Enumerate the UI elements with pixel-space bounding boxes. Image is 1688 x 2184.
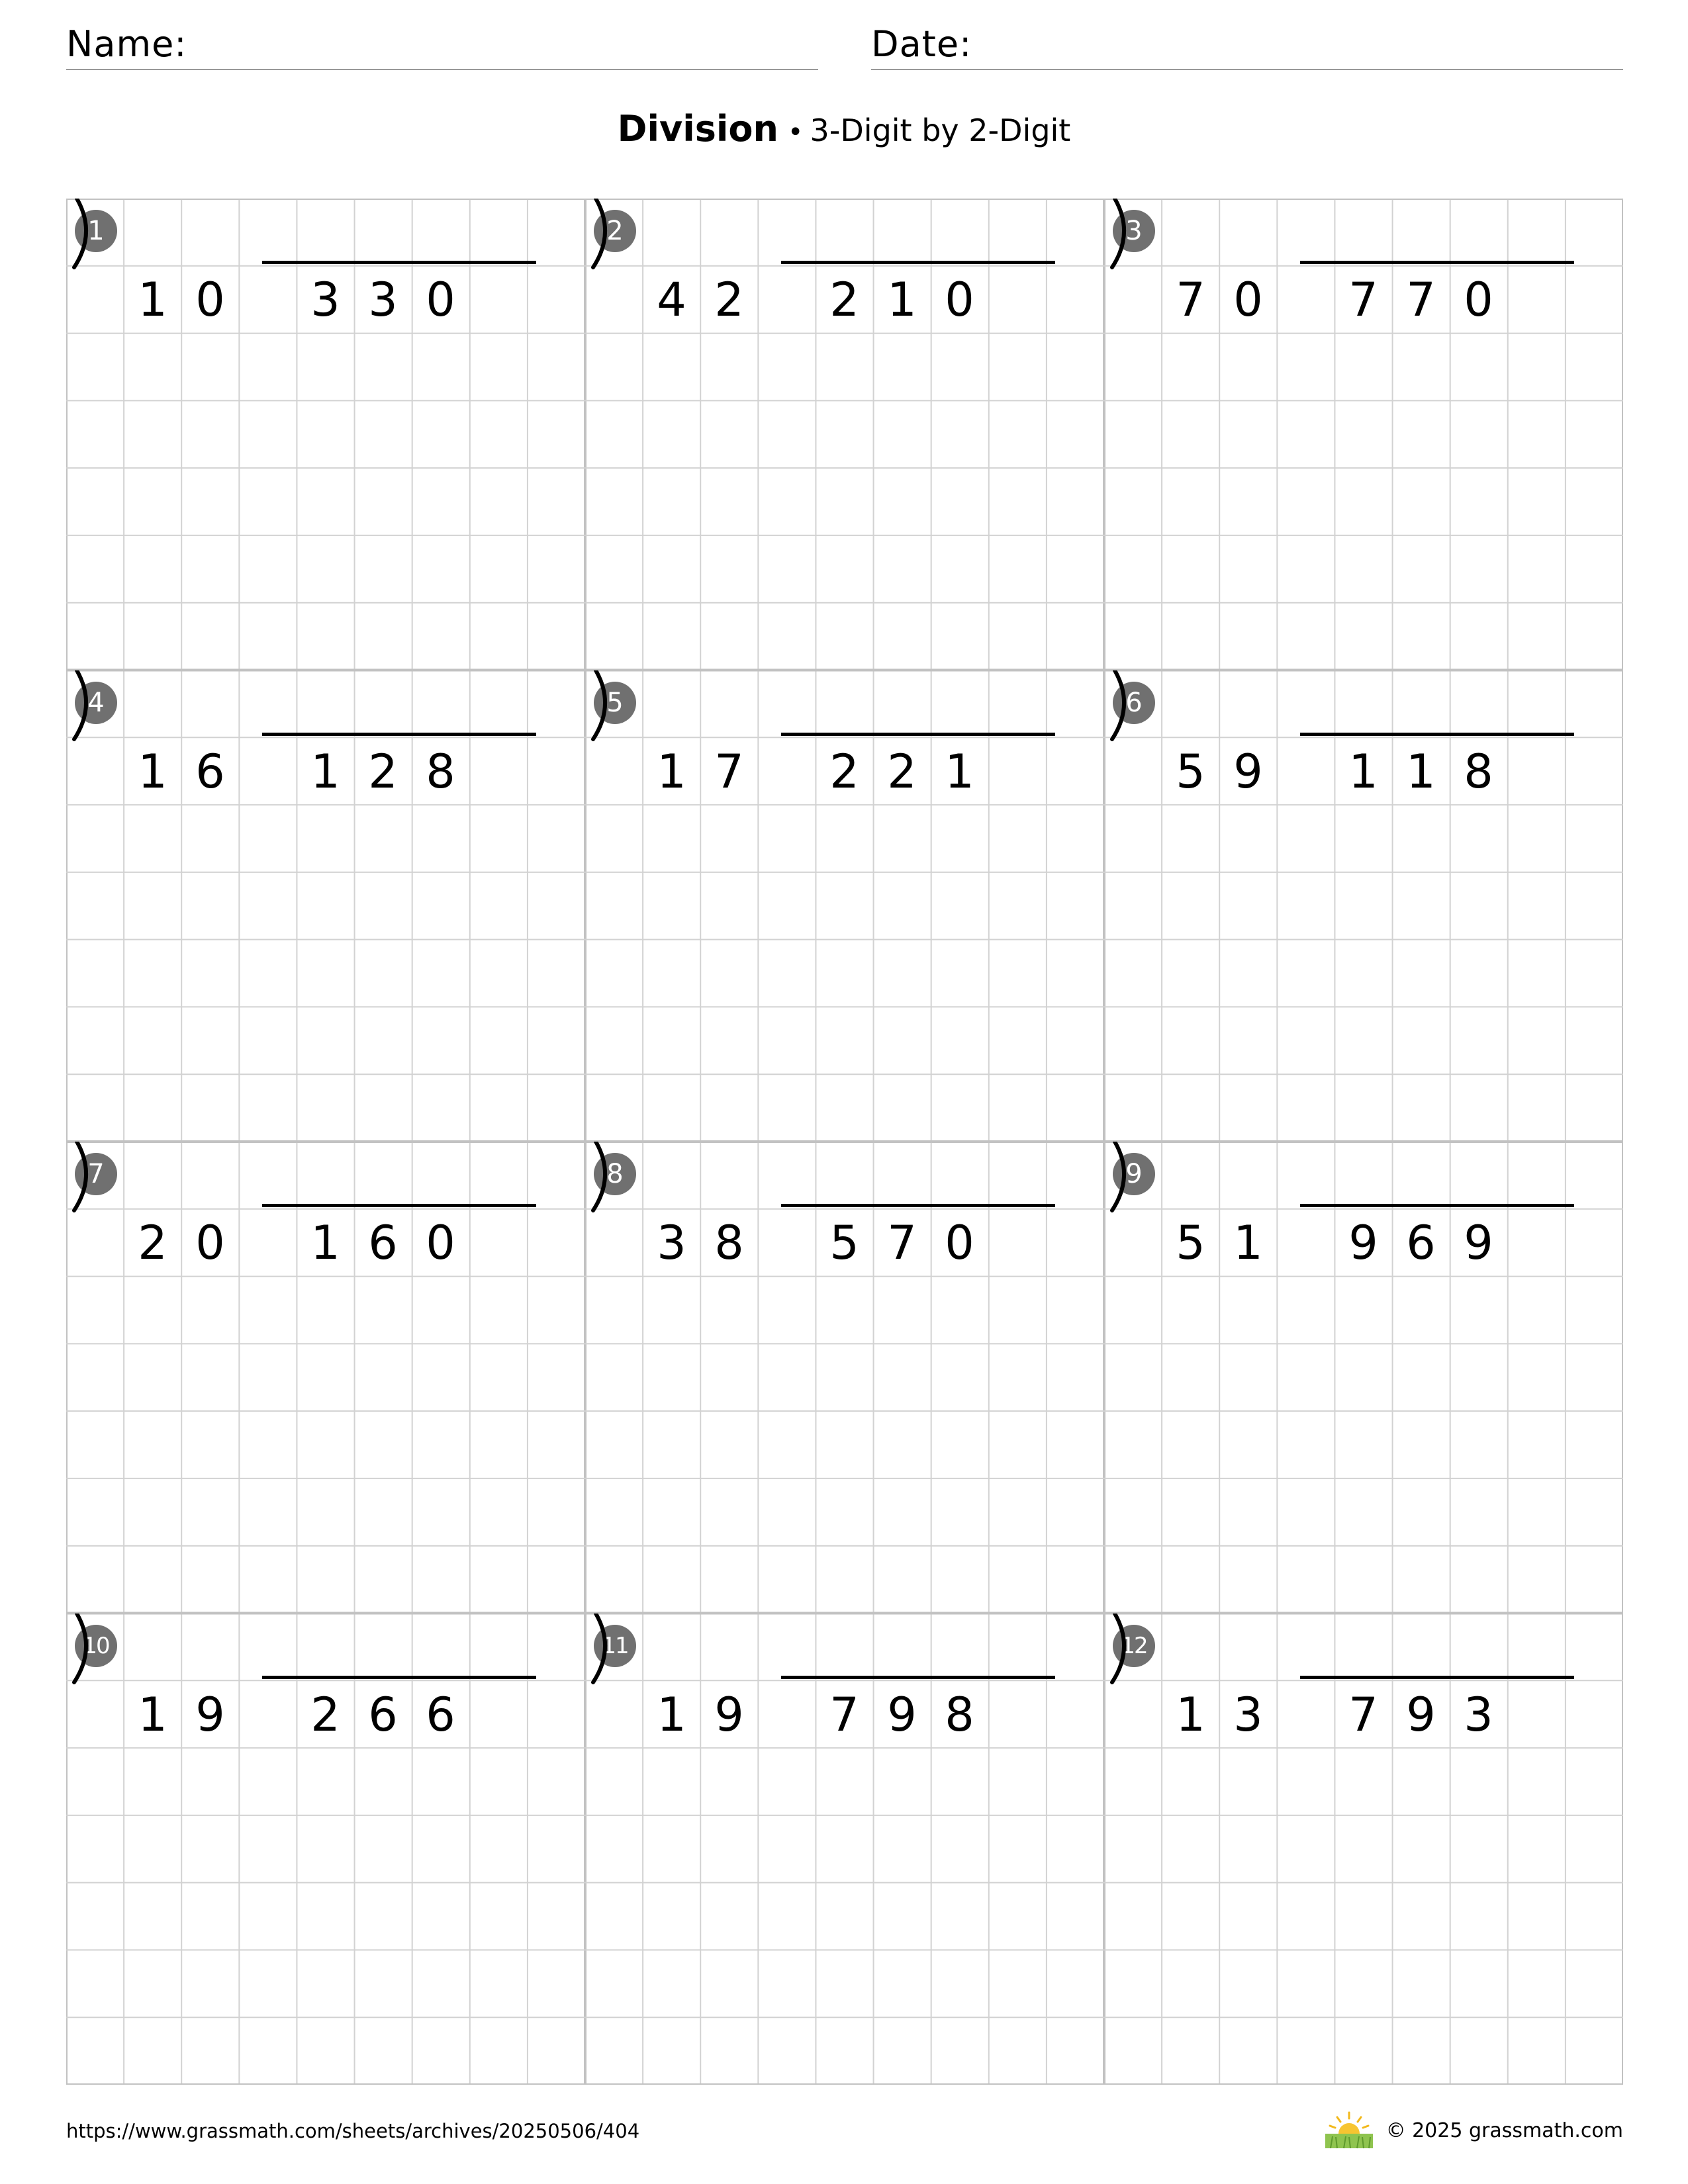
divisor-digit: 9	[714, 1687, 744, 1742]
division-bar	[1300, 1204, 1574, 1207]
division-bracket-icon	[585, 1614, 632, 1685]
dividend-digit: 6	[426, 1687, 455, 1742]
dividend-digit: 6	[368, 1216, 398, 1270]
division-bracket-icon	[1104, 1614, 1150, 1685]
dividend-digit: 3	[368, 273, 398, 327]
divisor-digit: 1	[138, 744, 167, 799]
divisor-digit: 4	[657, 273, 686, 327]
problem-number-badge: 12	[1113, 1625, 1155, 1667]
dividend-digit: 8	[426, 744, 455, 799]
division-problem	[585, 199, 1104, 670]
dividend-digit: 2	[310, 1687, 340, 1742]
divisor-digit: 1	[657, 1687, 686, 1742]
dividend-digit: 9	[1406, 1687, 1436, 1742]
division-bracket-icon	[66, 199, 113, 270]
division-bracket-icon	[66, 1614, 113, 1685]
division-bracket-icon	[66, 670, 113, 742]
problem-number-badge: 6	[1113, 682, 1155, 724]
divisor-digit: 2	[714, 273, 744, 327]
dividend-digit: 8	[1464, 744, 1493, 799]
dividend-digit: 9	[1348, 1216, 1378, 1270]
problem-number-badge: 1	[75, 210, 117, 252]
dividend-digit: 9	[1464, 1216, 1493, 1270]
division-bar	[1300, 1676, 1574, 1679]
division-bar	[262, 261, 536, 264]
problem-number-badge: 10	[75, 1625, 117, 1667]
dividend-digit: 0	[426, 1216, 455, 1270]
division-problem	[66, 1142, 585, 1614]
dividend-digit: 0	[426, 273, 455, 327]
problem-number-badge: 4	[75, 682, 117, 724]
divisor-digit: 5	[1176, 1216, 1205, 1270]
divisor-digit: 7	[714, 744, 744, 799]
problem-number-badge: 11	[594, 1625, 636, 1667]
dividend-digit: 1	[310, 744, 340, 799]
dividend-digit: 2	[368, 744, 398, 799]
division-problem	[66, 1614, 585, 2085]
divisor-digit: 0	[195, 1216, 225, 1270]
division-problem	[1104, 670, 1623, 1142]
problem-number-badge: 8	[594, 1153, 636, 1195]
dividend-digit: 1	[310, 1216, 340, 1270]
divisor-digit: 8	[714, 1216, 744, 1270]
divisor-digit: 3	[1233, 1687, 1263, 1742]
divisor-digit: 5	[1176, 744, 1205, 799]
worksheet-title	[0, 106, 1688, 156]
division-problem	[66, 670, 585, 1142]
division-bracket-icon	[1104, 1142, 1150, 1213]
division-problem	[1104, 199, 1623, 670]
division-problem	[585, 1142, 1104, 1614]
division-bar	[781, 733, 1055, 736]
division-problem	[585, 670, 1104, 1142]
dividend-digit: 3	[310, 273, 340, 327]
division-bar	[781, 1676, 1055, 1679]
dividend-digit: 6	[368, 1687, 398, 1742]
name-field[interactable]	[66, 20, 818, 70]
dividend-digit: 2	[829, 744, 859, 799]
dividend-digit: 0	[945, 273, 974, 327]
division-bar	[781, 261, 1055, 264]
dividend-digit: 8	[945, 1687, 974, 1742]
problem-number-badge: 5	[594, 682, 636, 724]
division-bracket-icon	[1104, 199, 1150, 270]
dividend-digit: 1	[945, 744, 974, 799]
dividend-digit: 1	[887, 273, 917, 327]
dividend-digit: 2	[829, 273, 859, 327]
title-subtitle: 3-Digit by 2-Digit	[810, 113, 1071, 148]
problem-number-badge: 9	[1113, 1153, 1155, 1195]
divisor-digit: 0	[195, 273, 225, 327]
division-bar	[1300, 733, 1574, 736]
division-bracket-icon	[1104, 670, 1150, 742]
dividend-digit: 0	[1464, 273, 1493, 327]
dividend-digit: 7	[1406, 273, 1436, 327]
title-main: Division	[617, 108, 778, 150]
date-label: Date:	[871, 23, 972, 65]
division-bar	[262, 1204, 536, 1207]
division-bar	[1300, 261, 1574, 264]
division-bar	[262, 1676, 536, 1679]
name-label: Name:	[66, 23, 187, 65]
footer-url: https://www.grassmath.com/sheets/archives/20250506/404	[66, 2120, 640, 2142]
dividend-digit: 7	[1348, 273, 1378, 327]
date-field[interactable]	[871, 20, 1623, 70]
divisor-digit: 1	[138, 273, 167, 327]
divisor-digit: 1	[138, 1687, 167, 1742]
sun-over-grass-icon	[1324, 2110, 1374, 2151]
dividend-digit: 5	[829, 1216, 859, 1270]
divisor-digit: 1	[1233, 1216, 1263, 1270]
divisor-digit: 1	[1176, 1687, 1205, 1742]
division-problem	[585, 1614, 1104, 2085]
title-separator: •	[787, 117, 804, 148]
divisor-digit: 7	[1176, 273, 1205, 327]
dividend-digit: 3	[1464, 1687, 1493, 1742]
footer-copyright: © 2025 grassmath.com	[1385, 2119, 1623, 2142]
dividend-digit: 6	[1406, 1216, 1436, 1270]
divisor-digit: 0	[1233, 273, 1263, 327]
dividend-digit: 9	[887, 1687, 917, 1742]
division-bracket-icon	[585, 199, 632, 270]
divisor-digit: 1	[657, 744, 686, 799]
dividend-digit: 2	[887, 744, 917, 799]
problem-number-badge: 2	[594, 210, 636, 252]
division-bar	[781, 1204, 1055, 1207]
problem-grid	[66, 199, 1623, 2085]
division-problem	[66, 199, 585, 670]
division-bracket-icon	[585, 670, 632, 742]
dividend-digit: 1	[1348, 744, 1378, 799]
divisor-digit: 9	[195, 1687, 225, 1742]
divisor-digit: 6	[195, 744, 225, 799]
division-bracket-icon	[585, 1142, 632, 1213]
dividend-digit: 1	[1406, 744, 1436, 799]
dividend-digit: 0	[945, 1216, 974, 1270]
dividend-digit: 7	[887, 1216, 917, 1270]
division-bracket-icon	[66, 1142, 113, 1213]
division-problem	[1104, 1614, 1623, 2085]
divisor-digit: 3	[657, 1216, 686, 1270]
divisor-digit: 9	[1233, 744, 1263, 799]
division-bar	[262, 733, 536, 736]
problem-number-badge: 3	[1113, 210, 1155, 252]
problem-number-badge: 7	[75, 1153, 117, 1195]
division-problem	[1104, 1142, 1623, 1614]
divisor-digit: 2	[138, 1216, 167, 1270]
dividend-digit: 7	[829, 1687, 859, 1742]
dividend-digit: 7	[1348, 1687, 1378, 1742]
